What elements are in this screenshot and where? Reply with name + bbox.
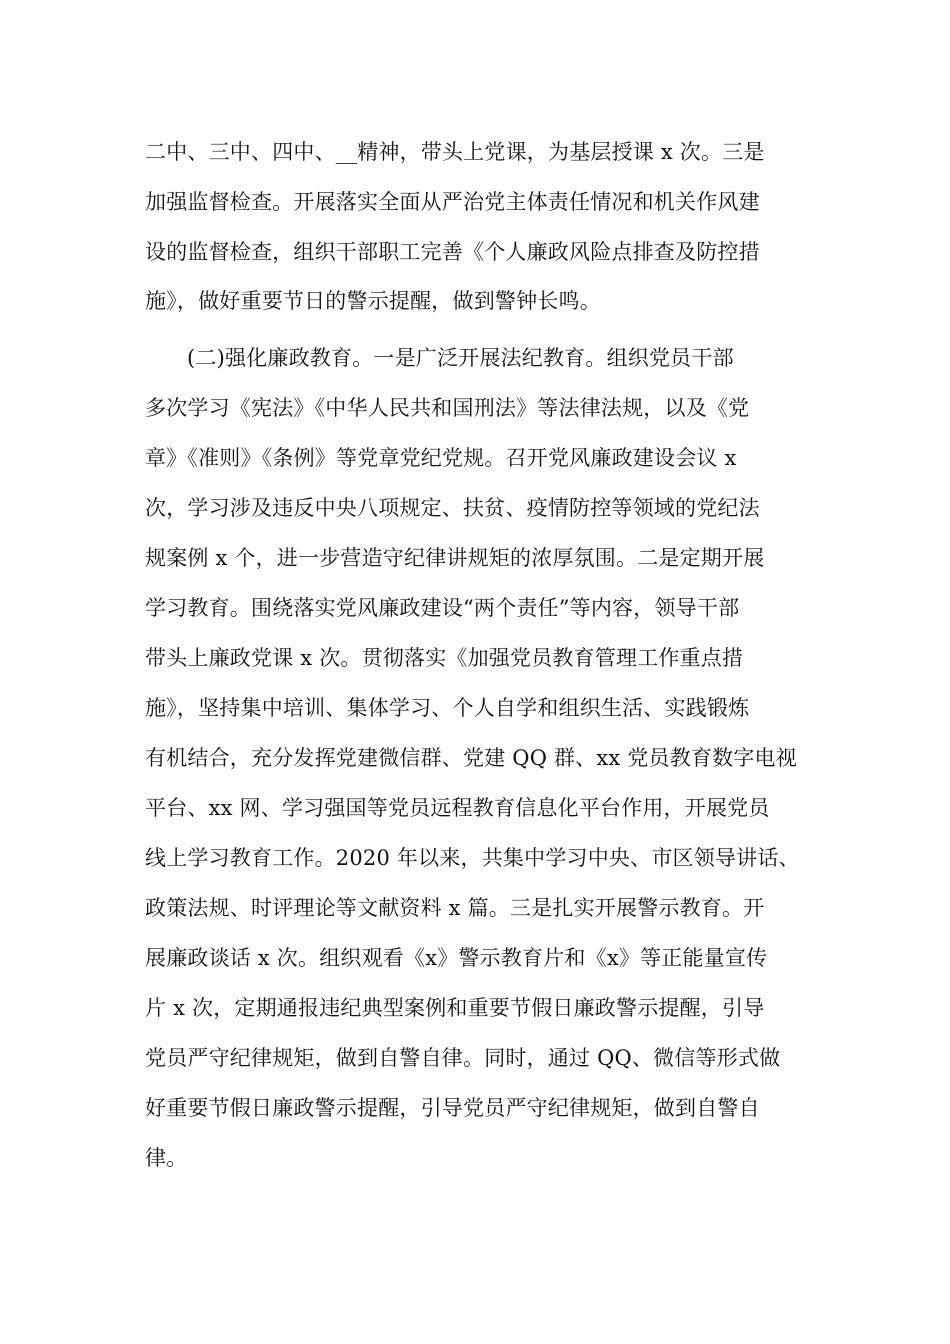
text-line: 施》，坚持集中培训、集体学习、个人自学和组织生活、实践锻炼 (145, 696, 750, 720)
text-line: 好重要节假日廉政警示提醒，引导党员严守纪律规矩，做到自警自 (145, 1096, 760, 1120)
text-line: 党员严守纪律规矩，做到自警自律。同时，通过 QQ、微信等形式做 (145, 1046, 781, 1070)
text-line: 多次学习《宪法》《中华人民共和国刑法》等法律法规，以及《党 (145, 396, 750, 420)
text-line: 设的监督检查，组织干部职工完善《个人廉政风险点排查及防控措 (145, 240, 760, 264)
text-line: 加强监督检查。开展落实全面从严治党主体责任情况和机关作风建 (145, 190, 760, 214)
text-line: 二中、三中、四中、__精神，带头上党课，为基层授课 x 次。三是 (145, 140, 765, 164)
text-line: 有机结合，充分发挥党建微信群、党建 QQ 群、xx 党员教育数字电视 (145, 746, 797, 770)
text-line: (二)强化廉政教育。一是广泛开展法纪教育。组织党员干部 (187, 346, 734, 370)
text-line: 片 x 次，定期通报违纪典型案例和重要节假日廉政警示提醒，引导 (145, 996, 765, 1020)
text-line: 政策法规、时评理论等文献资料 x 篇。三是扎实开展警示教育。开 (145, 896, 765, 920)
text-line: 次，学习涉及违反中央八项规定、扶贫、疫情防控等领域的党纪法 (145, 496, 760, 520)
text-line: 线上学习教育工作。2020 年以来，共集中学习中央、市区领导讲话、 (145, 846, 800, 870)
text-line: 律。 (145, 1146, 188, 1170)
text-line: 展廉政谈话 x 次。组织观看《x》警示教育片和《x》等正能量宣传 (145, 946, 768, 970)
text-line: 规案例 x 个，进一步营造守纪律讲规矩的浓厚氛围。二是定期开展 (145, 546, 765, 570)
text-line: 章》《准则》《条例》等党章党纪党规。召开党风廉政建设会议 x (145, 446, 737, 470)
text-line: 带头上廉政党课 x 次。贯彻落实《加强党员教育管理工作重点措 (145, 646, 744, 670)
text-line: 学习教育。围绕落实党风廉政建设“两个责任”等内容，领导干部 (145, 596, 740, 620)
text-line: 平台、xx 网、学习强国等党员远程教育信息化平台作用，开展党员 (145, 796, 770, 820)
text-line: 施》，做好重要节日的警示提醒，做到警钟长鸣。 (145, 289, 601, 313)
